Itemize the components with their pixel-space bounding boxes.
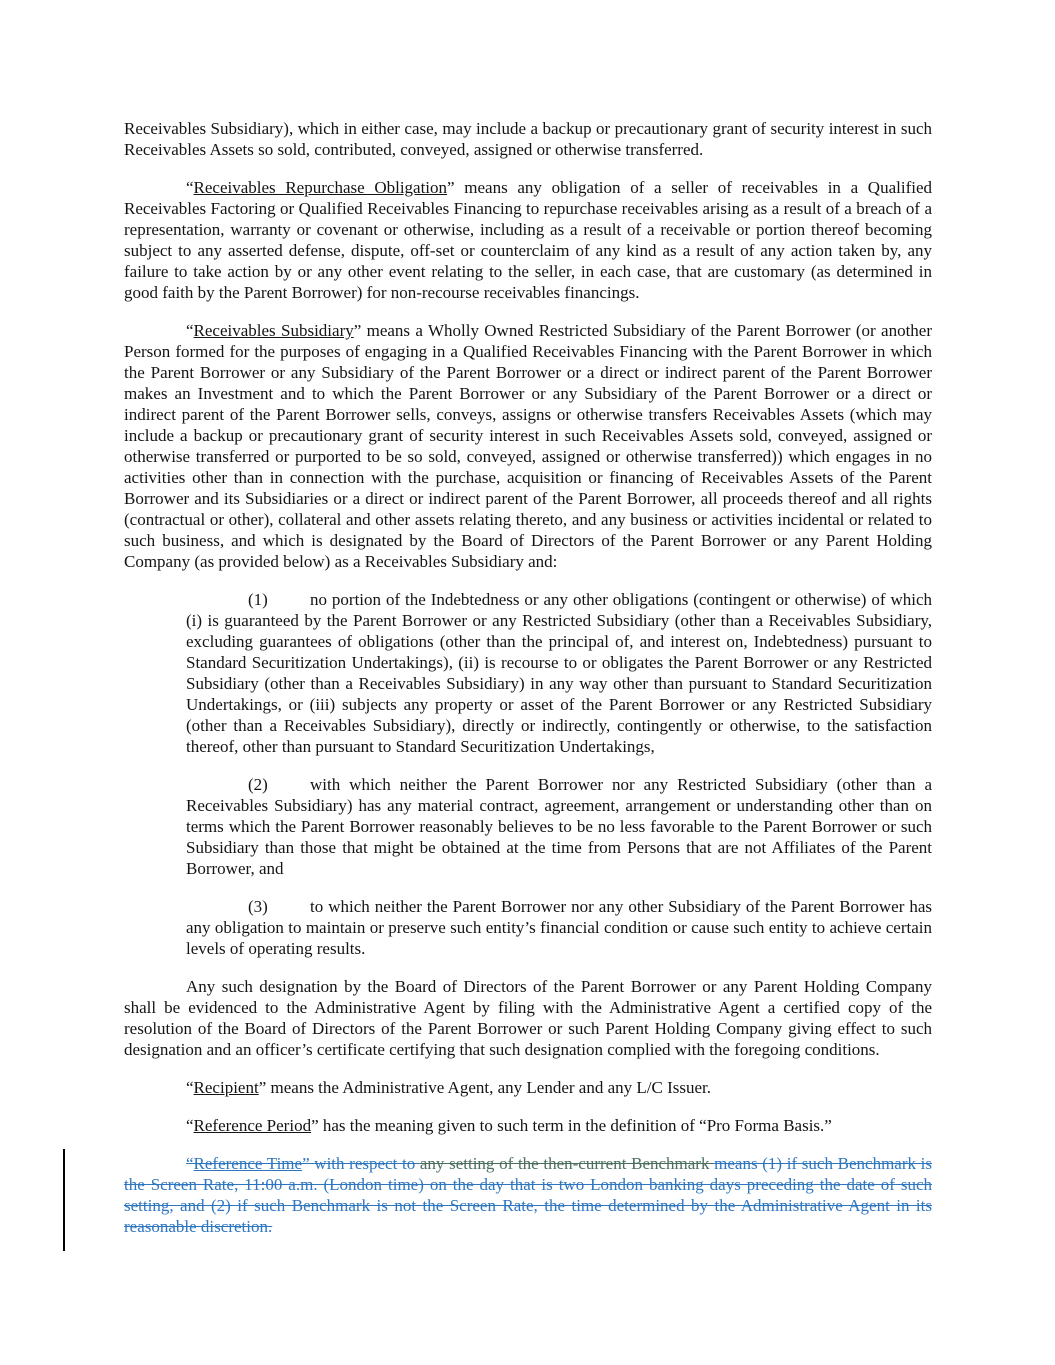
paragraph-continuation xyxy=(124,118,932,160)
text-run: Receivables Subsidiary), which in either case, may include a backup or precautionary grant of security interest in such Receivables Assets so sold, contributed, conveyed, assigned or otherwise transferred. xyxy=(124,119,932,159)
text-run: Recipient xyxy=(193,1078,259,1097)
clause-1 xyxy=(124,589,932,757)
text-run: ” with respect to xyxy=(302,1154,420,1173)
definition-reference-time-deleted xyxy=(124,1153,932,1237)
text-run: to which neither the Parent Borrower nor any other Subsidiary of the Parent Borrower has any obligation to maintain or preserve such entity’s financial condition or cause such entity to achieve certain levels of operating results. xyxy=(186,897,932,958)
text-run: Reference Time xyxy=(193,1154,303,1173)
text-run: ” means any obligation of a seller of receivables in a Qualified Receivables Factoring or Qualified Receivables Financing to repurchase receivables arising as a result of a breach of a representation, warranty or covenant or otherwise, including as a result of a receivable or portion thereof becoming subject to any asserted defense, dispute, off-set or counterclaim of any kind as a result of any action taken by, any failure to take action by or any other event relating to the seller, in each case, that are customary (as determined in good faith by the Parent Borrower) for non-recourse receivables financings. xyxy=(124,178,933,302)
text-run: Receivables Repurchase Obligation xyxy=(193,178,448,197)
text-run: “ xyxy=(186,1078,194,1097)
text-run: means (1) if such Benchmark is the Screen Rate, 11:00 a.m. (London time) on the day that is two London banking days preceding the date of such setting, and (2) if such Benchmark is not the Screen Rate, the time determined by the Administrative Agent in its reasonable discretion. xyxy=(124,1154,933,1236)
clause-3 xyxy=(124,896,932,959)
paragraph-designation xyxy=(124,976,932,1060)
text-run: with which neither the Parent Borrower nor any Restricted Subsidiary (other than a Receivables Subsidiary) has any material contract, agreement, arrangement or understanding other than on terms which the Parent Borrower reasonably believes to be no less favorable to the Parent Borrower or such Subsidiary than those that might be obtained at the time from Persons that are not Affiliates of the Parent Borrower, and xyxy=(186,775,932,878)
change-bar xyxy=(63,1149,65,1251)
text-run: “ xyxy=(186,321,194,340)
text-run: Receivables Subsidiary xyxy=(193,321,354,340)
text-run: ” means a Wholly Owned Restricted Subsidiary of the Parent Borrower (or another Person formed for the purposes of engaging in a Qualified Receivables Financing with the Parent Borrower in which the Parent Borrower or any Subsidiary of the Parent Borrower or a direct or indirect parent of the Parent Borrower makes an Investment and to which the Parent Borrower or any Subsidiary of the Parent Borrower or a direct or indirect parent of the Parent Borrower sells, conveys, assigns or otherwise transfers Receivables Assets (which may include a backup or precautionary grant of security interest in such Receivables Assets sold, conveyed, assigned or otherwise transferred or purported to be so sold, conveyed, assigned or otherwise transferred)) which engages in no activities other than in connection with the purchase, acquisition or financing of Receivables Assets of the Parent Borrower and its Subsidiaries or a direct or indirect parent of the Parent Borrower, all proceeds thereof and all rights (contractual or other), collateral and other assets relating thereto, and any business or activities incidental or related to such business, and which is designated by the Board of Directors of the Parent Borrower or any Parent Holding Company (as provided below) as a Receivables Subsidiary and: xyxy=(124,321,932,571)
definition-receivables-repurchase-obligation xyxy=(124,177,932,303)
text-run: Reference Period xyxy=(193,1116,312,1135)
definition-recipient xyxy=(124,1077,932,1098)
clause-2 xyxy=(124,774,932,879)
text-run: “ xyxy=(186,178,194,197)
clause-number: (1) xyxy=(248,590,268,609)
text-run: “ xyxy=(186,1154,194,1173)
text-run: no portion of the Indebtedness or any other obligations (contingent or otherwise) of which (i) is guaranteed by the Parent Borrower or any Restricted Subsidiary (other than a Receivables Subsidiary, excluding guarantees of obligations (other than the principal of, and interest on, Indebtedness) pursuant to Standard Securitization Undertakings), (ii) is recourse to or obligates the Parent Borrower or any Restricted Subsidiary (other than a Receivables Subsidiary) in any way other than pursuant to Standard Securitization Undertakings, or (iii) subjects any property or asset of the Parent Borrower or any Restricted Subsidiary (other than a Receivables Subsidiary), directly or indirectly, contingently or otherwise, to the satisfaction thereof, other than pursuant to Standard Securitization Undertakings, xyxy=(186,590,932,756)
clause-number: (3) xyxy=(248,897,268,916)
text-run: ” means the Administrative Agent, any Lender and any L/C Issuer. xyxy=(258,1078,711,1097)
text-run: Any such designation by the Board of Directors of the Parent Borrower or any Parent Holding Company shall be evidenced to the Administrative Agent by filing with the Administrative Agent a certified copy of the resolution of the Board of Directors of the Parent Borrower or such Parent Holding Company giving effect to such designation and an officer’s certificate certifying that such designation complied with the foregoing conditions. xyxy=(124,977,932,1059)
clause-number: (2) xyxy=(248,775,268,794)
text-run: “ xyxy=(186,1116,194,1135)
definition-receivables-subsidiary xyxy=(124,320,932,572)
definition-reference-period xyxy=(124,1115,932,1136)
text-run: ” has the meaning given to such term in the definition of “Pro Forma Basis.” xyxy=(311,1116,832,1135)
text-run: any setting of the then-current Benchmark xyxy=(419,1154,715,1173)
